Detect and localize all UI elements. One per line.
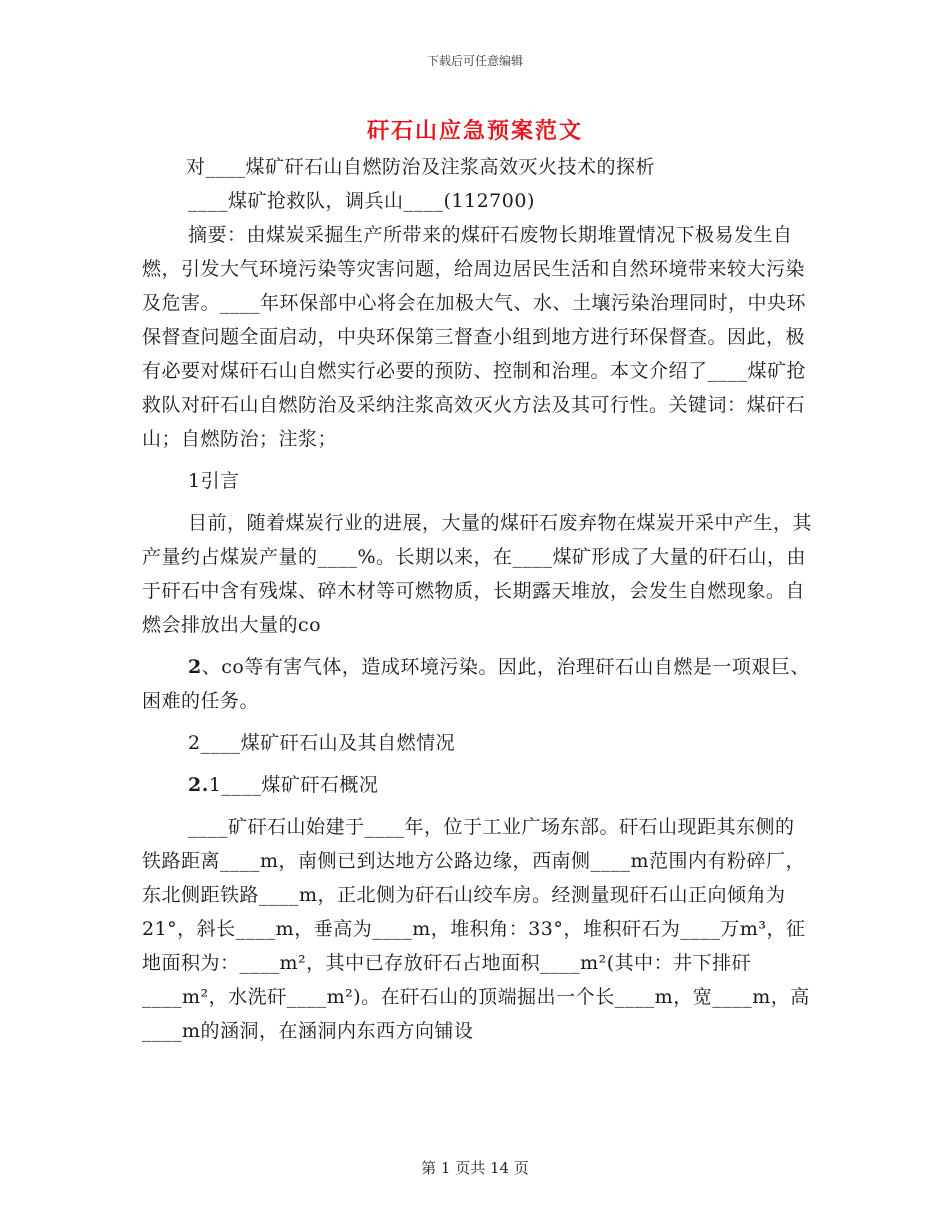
page-header: 下载后可任意编辑 [426,54,523,68]
paragraph-intro-continued [142,650,812,718]
paragraph-overview: ____矿矸石山始建于____年，位于工业广场东部。矸石山现距其东侧的铁路距离____m，南侧已到达地方公路边缘，西南侧____m范围内有粉碎厂，东北侧距铁路____m，正北侧为矸石山绞车房。经测量现矸石山正向倾角为21°，斜长____m，垂高为____m，堆积角：33°，堆积矸石为____万m³，征地面积为：____m²，其中已存放矸石占地面积____m²(其中：井下排矸____m²，水洗矸____m²)。在矸石山的顶端掘出一个长____m，宽____m，高____m的涵洞，在涵洞内东西方向铺设 [142,816,810,1042]
paragraph-text: 、co等有害气体，造成环境污染。因此，治理矸石山自燃是一项艰巨、困难的任务。 [142,656,810,712]
page-footer: 第 1 页共 14 页 [421,1159,529,1177]
document-title: 矸石山应急预案范文 [366,119,583,144]
document-body [142,150,812,1048]
section-heading-2: 2____煤矿矸石山及其自燃情况 [188,732,456,754]
paragraph-subtitle: 对____煤矿矸石山自燃防治及注浆高效灭火技术的探析 [186,156,656,178]
paragraph-affiliation: ____煤矿抢救队，调兵山____(112700) [188,190,535,212]
paragraph-number: 2 [188,656,202,678]
paragraph-abstract: 摘要：由煤炭采掘生产所带来的煤矸石废物长期堆置情况下极易发生自燃，引发大气环境污染等灾害问题，给周边居民生活和自然环境带来较大污染及危害。____年环保部中心将会在加极大气、水、土壤污染治理同时，中央环保督查问题全面启动，中央环保第三督查小组到地方进行环保督查。因此，极有必要对煤矸石山自燃实行必要的预防、控制和治理。本文介绍了____煤矿抢救队对矸石山自燃防治及采纳注浆高效灭火方法及其可行性。关键词：煤矸石山；自燃防治；注浆； [142,224,807,450]
section-number: 2. [188,774,209,796]
paragraph-intro: 目前，随着煤炭行业的进展，大量的煤矸石废弃物在煤炭开采中产生，其产量约占煤炭产量的____%。长期以来，在____煤矿形成了大量的矸石山，由于矸石中含有残煤、碎木材等可燃物质，长期露天堆放，会发生自燃现象。自燃会排放出大量的co [142,512,813,636]
section-title: 1____煤矿矸石概况 [208,774,379,796]
section-heading-2-1 [142,768,812,802]
section-heading-intro: 1引言 [188,470,240,492]
